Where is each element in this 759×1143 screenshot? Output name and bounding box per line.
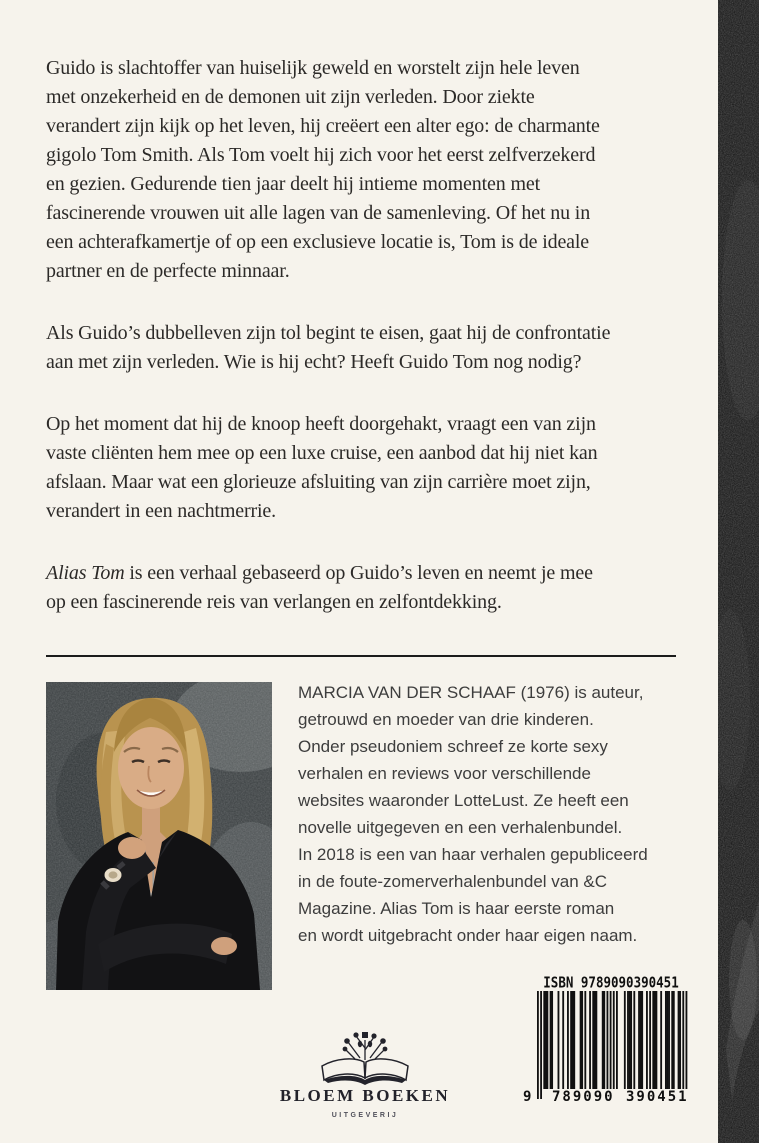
author-portrait-illustration [46,682,272,990]
blurb-text [46,54,696,650]
blurb-paragraph [46,54,696,286]
barcode-bars [537,991,689,1101]
barcode-digit-group: 390451 [626,1089,689,1105]
blurb-line: aan met zijn verleden. Wie is hij echt? Heeft Guido Tom nog nodig? [46,351,582,373]
blurb-line: Op het moment dat hij de knoop heeft doorgehakt, vraagt een van zijn [46,413,596,435]
bio-line: verhalen en reviews voor verschillende [298,764,591,783]
blurb-line: afslaan. Maar wat een glorieuze afsluiting van zijn carrière moet zijn, [46,471,591,493]
bio-line: in de foute-zomerverhalenbundel van &C [298,872,608,891]
bio-line: getrouwd en moeder van drie kinderen. [298,710,594,729]
blurb-line: en gezien. Gedurende tien jaar deelt hij intieme momenten met [46,173,540,195]
blurb-line: partner en de perfecte minnaar. [46,260,290,282]
blurb-line: gigolo Tom Smith. Als Tom voelt hij zich voor het eerst zelfverzekerd [46,144,596,166]
blurb-line: vaste cliënten hem mee op een luxe cruise, een aanbod dat hij niet kan [46,442,598,464]
bio-line: websites waaronder LotteLust. Ze heeft een [298,791,629,810]
barcode-digit-group: 9 [523,1089,534,1105]
bio-line: Magazine. Alias Tom is haar eerste roman [298,899,615,918]
blurb-line: fascinerende vrouwen uit alle lagen van de samenleving. Of het nu in [46,202,591,224]
isbn-label: ISBN 9789090390451 [543,973,679,991]
author-bio [298,679,693,949]
blurb-paragraph [46,559,696,617]
blurb-line: Als Guido’s dubbelleven zijn tol begint te eisen, gaat hij de confrontatie [46,322,611,344]
blurb-paragraph [46,410,696,526]
blurb-line: verandert zijn kijk op het leven, hij creëert een alter ego: de charmante [46,115,600,137]
book-title-italic: Alias Tom [46,562,125,584]
bio-line: In 2018 is een van haar verhalen gepubliceerd [298,845,648,864]
divider-rule [46,655,676,657]
bio-line: novelle uitgegeven en een verhalenbundel. [298,818,623,837]
spine-granite-texture [718,0,759,1143]
bio-line: en wordt uitgebracht onder haar eigen naam. [298,926,638,945]
blurb-line: verandert in een nachtmerrie. [46,500,276,522]
blurb-paragraph [46,319,696,377]
author-photo [46,682,272,990]
bio-line: Onder pseudoniem schreef ze korte sexy [298,737,608,756]
barcode-digit-group: 789090 [552,1089,615,1105]
blurb-line: Guido is slachtoffer van huiselijk geweld en worstelt zijn hele leven [46,57,580,79]
blurb-line: een achterafkamertje of op een exclusieve locatie is, Tom is de ideale [46,231,590,253]
blurb-line: op een fascinerende reis van verlangen en zelfontdekking. [46,591,502,613]
publisher-name: BLOEM BOEKEN [279,1086,451,1105]
publisher-subtitle: UITGEVERIJ [331,1112,399,1119]
publisher-logo-icon [318,1028,412,1086]
blurb-line: met onzekerheid en de demonen uit zijn verleden. Door ziekte [46,86,535,108]
bio-line: MARCIA VAN DER SCHAAF (1976) is auteur, [298,683,644,702]
blurb-line: Alias Tom is een verhaal gebaseerd op Guido’s leven en neemt je mee [46,562,593,584]
